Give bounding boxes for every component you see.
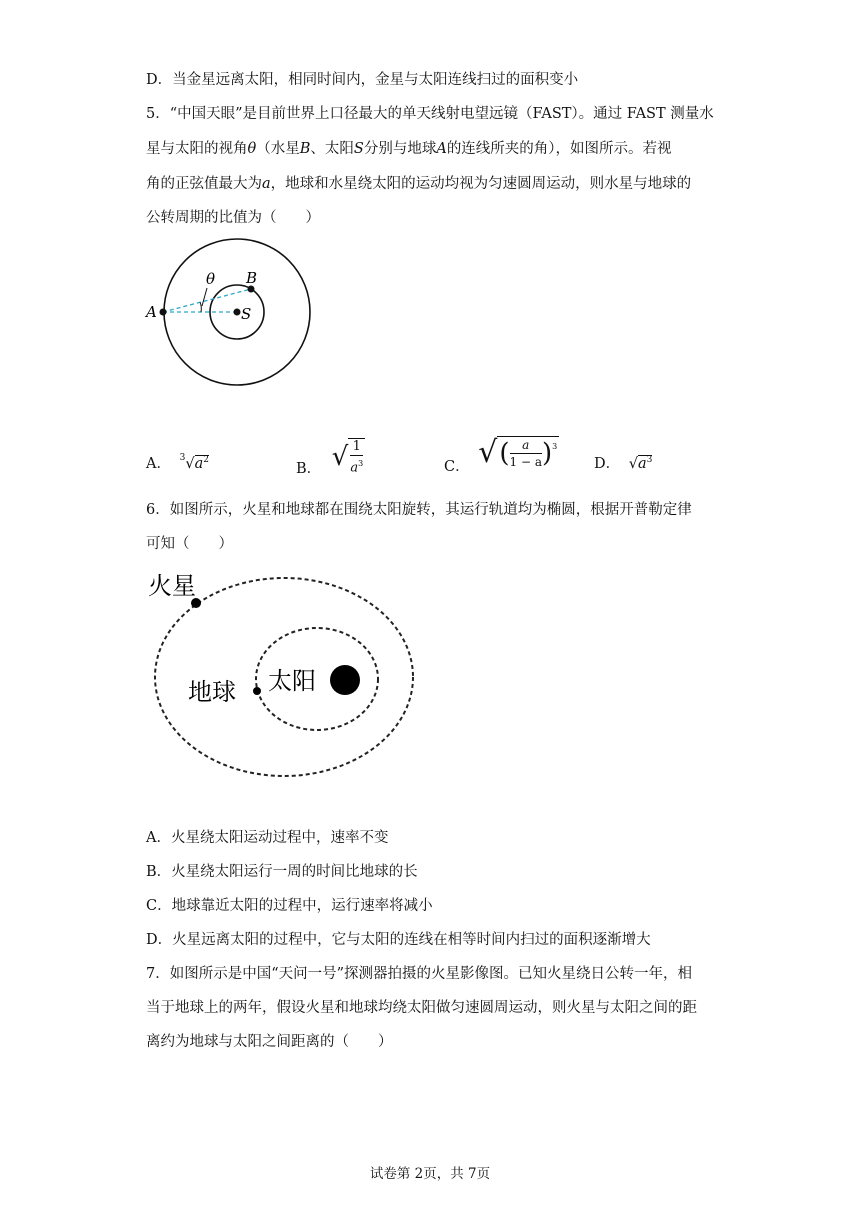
q5-stem-line1: 5．“中国天眼”是目前世界上口径最大的单天线射电望远镜（FAST）。通过 FAST 测量水 <box>146 106 714 122</box>
q4-option-d: D．当金星远离太阳，相同时间内，金星与太阳连线扫过的面积变小 <box>146 72 579 88</box>
base: a <box>638 455 647 472</box>
q6-stem-line2: 可知（ ） <box>146 536 233 552</box>
denominator: a <box>350 460 359 476</box>
sqrt-expr <box>629 456 653 472</box>
q7-stem-line3: 离约为地球与太阳之间距离的（ ） <box>146 1034 393 1050</box>
var-a-lower: a <box>262 176 271 192</box>
q5-stem-line2 <box>146 139 672 159</box>
q6-orbit-figure <box>140 560 430 785</box>
var-s: S <box>353 141 364 157</box>
option-label: D． <box>594 455 621 472</box>
exponent: 3 <box>646 455 653 465</box>
line-a-to-b <box>163 289 251 312</box>
option-label: C． <box>444 459 470 475</box>
point-s <box>234 309 241 316</box>
q5-text: 、太阳 <box>310 141 354 157</box>
label-a: A <box>146 303 157 321</box>
radical-icon: √ <box>628 455 638 472</box>
sqrt-power-fraction <box>478 436 559 470</box>
option-label: A． <box>146 455 171 472</box>
sun-dot <box>330 665 360 695</box>
q6-stem-line1: 6．如图所示，火星和地球都在围绕太阳旋转，其运行轨道均为椭圆，根据开普勒定律 <box>146 502 692 518</box>
exponent: 3 <box>358 459 364 468</box>
exponent: 3 <box>552 442 558 451</box>
numerator: a <box>510 437 542 454</box>
q5-text: （水星 <box>256 141 300 157</box>
q7-stem-line2: 当于地球上的两年，假设火星和地球均绕太阳做匀速圆周运动，则火星与太阳之间的距 <box>146 1000 697 1016</box>
q5-option-a <box>146 450 209 474</box>
q5-orbit-figure <box>140 232 320 412</box>
var-b: B <box>299 141 311 157</box>
q5-option-d <box>594 450 652 474</box>
page-footer: 试卷第 2页，共 7页 <box>369 1166 491 1182</box>
cube-root-expr <box>180 450 209 474</box>
angle-arc <box>200 302 201 312</box>
theta-symbol: θ <box>247 141 257 157</box>
q7-stem-line1: 7．如图所示是中国“天问一号”探测器拍摄的火星影像图。已知火星绕日公转一年，相 <box>146 966 693 982</box>
q6-option-c: C．地球靠近太阳的过程中，运行速率将减小 <box>146 898 433 914</box>
mars-label: 火星 <box>148 572 196 600</box>
root-index: 3 <box>179 453 186 463</box>
label-b: B <box>246 269 258 287</box>
label-s: S <box>241 305 252 323</box>
radical-icon: √ <box>331 442 349 473</box>
option-label: B． <box>296 461 322 478</box>
exponent: 2 <box>203 455 209 465</box>
earth-label: 地球 <box>188 678 236 706</box>
sqrt-fraction <box>332 438 365 476</box>
q5-stem-line4: 公转周期的比值为（ ） <box>146 210 320 226</box>
left-paren: ( <box>499 438 510 469</box>
q6-option-a: A．火星绕太阳运动过程中，速率不变 <box>146 830 389 846</box>
earth-dot <box>253 687 261 695</box>
denominator: 1 − a <box>509 455 542 469</box>
numerator: 1 <box>350 439 363 456</box>
q6-option-b: B．火星绕太阳运行一周的时间比地球的长 <box>146 864 418 880</box>
right-paren: ) <box>541 438 553 469</box>
q5-option-c <box>444 435 559 475</box>
label-theta: θ <box>206 270 216 288</box>
q5-text: 的连线所夹的角），如图所示。若视 <box>446 141 672 157</box>
q5-text: 角的正弦值最大为 <box>146 176 262 192</box>
var-a: A <box>436 141 447 157</box>
point-a <box>160 309 167 316</box>
theta-pointer <box>202 288 207 306</box>
q5-text: ，地球和水星绕太阳的运动均视为匀速圆周运动，则水星与地球的 <box>270 176 692 192</box>
radical-icon: √ <box>185 455 195 472</box>
radical-icon: √ <box>478 435 498 470</box>
q5-option-b <box>296 438 365 476</box>
q5-stem-line3 <box>146 174 691 194</box>
q6-option-d: D．火星远离太阳的过程中，它与太阳的连线在相等时间内扫过的面积逐渐增大 <box>146 932 651 948</box>
base: a <box>194 455 204 472</box>
q5-text: 星与太阳的视角 <box>146 141 248 157</box>
q5-text: 分别与地球 <box>363 141 437 157</box>
sun-label: 太阳 <box>268 667 316 695</box>
